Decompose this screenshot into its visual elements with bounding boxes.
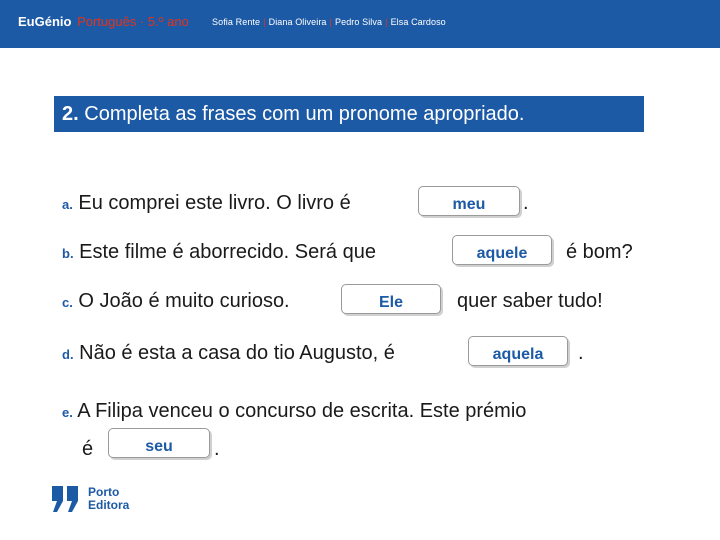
sentence-text: Este filme é aborrecido. Será que [79, 241, 376, 263]
sentence-text: Eu comprei este livro. O livro é [78, 192, 351, 214]
sentence-end: quer saber tudo! [457, 290, 603, 312]
sentence-end: . [523, 192, 529, 214]
sentence-marker: d. [62, 347, 74, 362]
publisher-logo [50, 486, 160, 514]
author-name: Pedro Silva [334, 17, 383, 27]
answer-box[interactable]: aquele [452, 235, 552, 265]
author-name: Sofia Rente [212, 17, 261, 27]
sentence-e [62, 400, 526, 423]
answer-box[interactable]: meu [418, 186, 520, 216]
sentence-end: é bom? [566, 241, 633, 263]
answer-box[interactable]: Ele [341, 284, 441, 314]
author-separator: | [329, 17, 332, 27]
author-name: Elsa Cardoso [390, 17, 446, 27]
author-separator: | [385, 17, 388, 27]
sentence-end: . [214, 438, 220, 460]
top-bar [0, 0, 720, 48]
answer-box[interactable]: aquela [468, 336, 568, 366]
sentence-c [62, 290, 290, 313]
exercise-heading [54, 96, 644, 132]
sentence-text: O João é muito curioso. [78, 290, 290, 312]
publisher-name-line2: Editora [88, 498, 130, 512]
brand-subject: Português · 5.º ano [77, 14, 189, 29]
sentence-marker: b. [62, 246, 74, 261]
sentence-text: Não é esta a casa do tio Augusto, é [79, 342, 395, 364]
quote-mark-icon [50, 486, 82, 512]
publisher-name [88, 486, 129, 512]
brand-title [18, 14, 189, 29]
sentence-end: . [578, 342, 584, 364]
sentence-marker: a. [62, 197, 73, 212]
brand-name: EuGénio [18, 14, 72, 29]
sentence-marker: c. [62, 295, 73, 310]
author-list [212, 17, 446, 27]
exercise-instruction: Completa as frases com um pronome apropriado. [84, 103, 525, 125]
sentence-a [62, 192, 351, 215]
exercise-number: 2. [62, 103, 79, 125]
sentence-marker: e. [62, 405, 73, 420]
author-name: Diana Oliveira [268, 17, 327, 27]
sentence-d [62, 342, 395, 365]
author-separator: | [263, 17, 266, 27]
sentence-text: A Filipa venceu o concurso de escrita. Este prémio [77, 400, 527, 422]
publisher-name-line1: Porto [88, 485, 120, 499]
sentence-text-cont: é [82, 438, 94, 460]
sentence-b [62, 241, 376, 264]
answer-box[interactable]: seu [108, 428, 210, 458]
